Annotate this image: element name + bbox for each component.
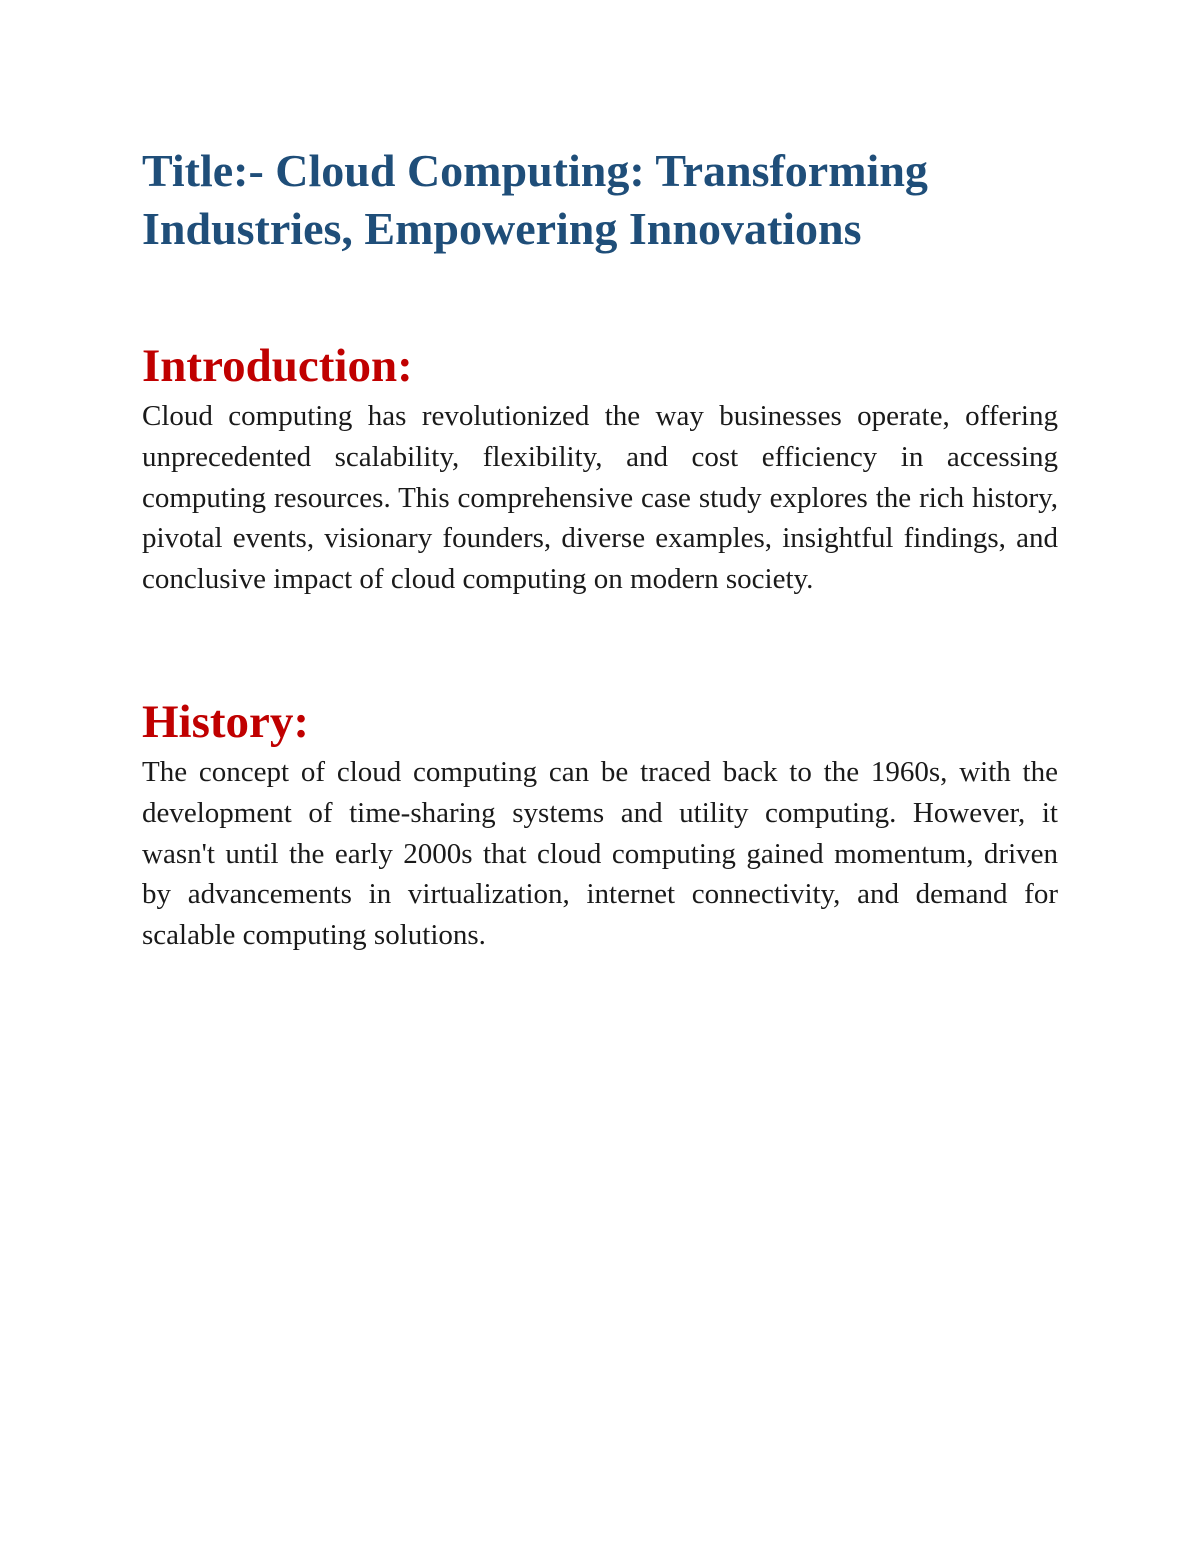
document-title: Title:- Cloud Computing: Transforming Industries, Empowering Innovations	[142, 145, 928, 254]
history-heading: History:	[142, 695, 310, 748]
document-page	[142, 142, 1058, 956]
history-paragraph: The concept of cloud computing can be traced back to the 1960s, with the development of time-sharing systems and utility computing. However, it wasn't until the early 2000s that cloud computing gained momentum, driven by advancements in virtualization, internet connectivity, and demand for scalable computing solutions.	[142, 755, 1058, 952]
introduction-heading: Introduction:	[142, 340, 413, 392]
introduction-paragraph: Cloud computing has revolutionized the way businesses operate, offering unprecedented scalability, flexibility, and cost efficiency in accessing computing resources. This comprehensive case study explores the rich history, pivotal events, visionary founders, diverse examples, insightful findings, and conclusive impact of cloud computing on modern society.	[142, 400, 1058, 596]
